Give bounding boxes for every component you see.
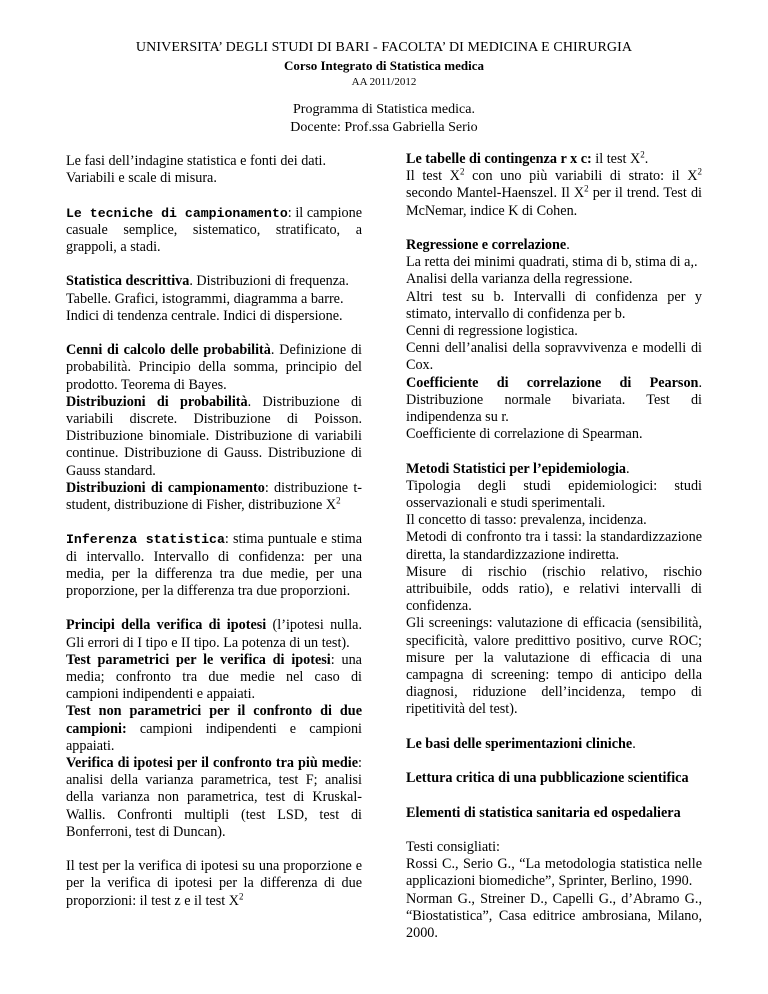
section-inferenza bbox=[66, 531, 362, 600]
section-contingenza: Le tabelle di contingenza r x c: il test $X^2$. Il test $X^2$ con uno più variabili di strato: il $X^2$ secondo Mantel-Haenszel. Il $X^2$ per il trend. Test di McNemar, indice K di Cohen. bbox=[406, 149, 702, 219]
book-1: Rossi C., Serio G., “La metodologia statistica nelle applicazioni biomediche”, Sprinter, Berlino, 1990. bbox=[406, 856, 702, 890]
testi-title: Testi consigliati: bbox=[406, 839, 500, 856]
campionamento-dist-title: Distribuzioni di campionamento bbox=[66, 479, 265, 496]
campionamento-text: : il campione casuale semplice, sistematico, stratificato, a grappoli, a stadi. bbox=[66, 204, 362, 255]
contingenza-text: il test X bbox=[591, 151, 641, 167]
sup-4: 2 bbox=[584, 183, 589, 194]
elementi-title: Elementi di statistica sanitaria ed ospedaliera bbox=[406, 804, 681, 821]
academic-year: AA 2011/2012 bbox=[351, 76, 417, 88]
lettura-title: Lettura critica di una pubblicazione scientifica bbox=[406, 770, 689, 787]
section-elementi bbox=[406, 805, 702, 822]
section-fasi bbox=[66, 153, 362, 187]
contingenza-text3: con uno più variabili di strato: il X bbox=[464, 168, 698, 185]
ztest-text: Il test per la verifica di ipotesi su una proporzione e per la verifica di ipotesi per la differenza di due proporzioni: il test z e il test X bbox=[66, 858, 362, 909]
regressione-line: La retta dei minimi quadrati, stima di b, stima di a,. bbox=[406, 254, 698, 271]
section-epidemiologia: Metodi Statistici per l’epidemiologia. Tipologia degli studi epidemiologici: studi osservazionali e studi sperimentali. Il concetto di tasso: prevalenza, incidenza. Metodi di confronto tra i tassi: la standardizzazione diretta, la standardizzazione indiretta. Misure di rischio (rischio relativo, rischio attribuibile, odds ratio), e relativi intervalli di confidenza. Gli screenings: valutazione di efficacia (sensibilità, specificità, valore predittivo positivo, curve ROC; misure per la valutazione di efficacia di una campagna di screening: tempo di anticipo della diagnosi, riduzione dell’incidenza, tempo di ripetitività del test). bbox=[406, 460, 702, 718]
section-basi: Le basi delle sperimentazioni cliniche. bbox=[406, 735, 636, 752]
regressione-title: Regressione e correlazione bbox=[406, 237, 567, 253]
sup-3: 2 bbox=[697, 166, 702, 177]
variabili-text: Variabili e scale di misura. bbox=[66, 170, 217, 187]
campionamento-dist-text: : distribuzione t-student, distribuzione di Fisher, distribuzione X bbox=[66, 479, 362, 514]
section-descrittiva bbox=[66, 273, 362, 325]
program-title: Programma di Statistica medica. bbox=[293, 102, 475, 117]
nonparametrici-title: Test non parametrici per il confronto di due campioni: bbox=[66, 703, 362, 737]
epidemiologia-line: Tipologia degli studi epidemiologici: studi osservazionali e studi sperimentali. bbox=[406, 477, 702, 512]
regressione-line: Altri test su b. Intervalli di confidenza per y stimato, intervallo di confidenza per b. bbox=[406, 288, 702, 322]
section-ztest bbox=[66, 858, 362, 910]
right-column bbox=[406, 151, 702, 959]
book-2: Norman G., Streiner D., Capelli G., d’Abramo G., “Biostatistica”, Casa editrice ambrosiana, Milano, 2000. bbox=[406, 890, 702, 942]
inferenza-title: Inferenza statistica bbox=[66, 532, 225, 548]
distribuzioni-title: Distribuzioni di probabilità bbox=[66, 393, 248, 410]
section-campionamento bbox=[66, 205, 362, 257]
epidemiologia-title: Metodi Statistici per l’epidemiologia bbox=[406, 460, 627, 477]
principi-title: Principi della verifica di ipotesi bbox=[66, 617, 267, 634]
ztest-sup: 2 bbox=[238, 890, 244, 901]
section-verifica bbox=[66, 617, 362, 841]
medie-title: Verifica di ipotesi per il confronto tra più medie bbox=[66, 755, 359, 772]
pearson-title: Coefficiente di correlazione di Pearson bbox=[406, 374, 699, 391]
contingenza-text5: per il trend. Test di McNemar, indice K di Cohen. bbox=[406, 185, 702, 219]
epidemiologia-line: Metodi di confronto tra i tassi: la standardizzazione diretta, la standardizzazione indiretta. bbox=[406, 529, 702, 563]
section-lettura bbox=[406, 770, 702, 787]
principi-text: (l’ipotesi nulla. Gli errori di I tipo e II tipo. La potenza di un test). bbox=[66, 617, 363, 651]
fasi-text: Le fasi dell’indagine statistica e fonti dei dati. bbox=[66, 153, 327, 169]
regressione-line: Cenni di regressione logistica. bbox=[406, 323, 578, 340]
section-testi bbox=[406, 839, 702, 942]
left-column bbox=[66, 153, 362, 927]
chi-sup: 2 bbox=[336, 495, 341, 506]
contingenza-text4: secondo Mantel-Haenszel. Il X bbox=[406, 185, 585, 202]
section-probabilita bbox=[66, 342, 362, 514]
probabilita-text: . Definizione di probabilità. Principio della somma, principio del prodotto. Teorema di Bayes. bbox=[66, 342, 362, 393]
teacher-name: Docente: Prof.ssa Gabriella Serio bbox=[290, 120, 478, 135]
course-title: Corso Integrato di Statistica medica bbox=[283, 58, 485, 73]
parametrici-title: Test parametrici per le verifica di ipotesi bbox=[66, 651, 331, 668]
basi-title: Le basi delle sperimentazioni cliniche bbox=[406, 735, 633, 752]
sup-1: 2 bbox=[640, 149, 645, 160]
parametrici-text: : una media; confronto tra due medie nel caso di campioni indipendenti e appaiati. bbox=[66, 651, 362, 703]
campionamento-title: Le tecniche di campionamento bbox=[66, 205, 288, 221]
spearman-text: Coefficiente di correlazione di Spearman. bbox=[406, 426, 643, 443]
university-header: UNIVERSITA’ DEGLI STUDI DI BARI - FACOLTA’ DI MEDICINA E CHIRURGIA bbox=[135, 40, 633, 55]
regressione-line: Analisi della varianza della regressione. bbox=[406, 271, 633, 288]
epidemiologia-line: Il concetto di tasso: prevalenza, incidenza. bbox=[406, 512, 647, 529]
pearson-text: Distribuzione normale bivariata. Test di indipendenza su r. bbox=[406, 391, 702, 426]
contingenza-title: Le tabelle di contingenza r x c: bbox=[406, 151, 592, 167]
inferenza-text: : stima puntuale e stima di intervallo. Intervallo di confidenza: per una media, per la differenza tra due medie, per una proporzione, per la differenza tra due proporzioni. bbox=[66, 531, 362, 600]
epidemiologia-line: Gli screenings: valutazione di efficacia (sensibilità, specificità, valore predittivo positivo, curve ROC; misure per la valutazione di efficacia di una campagna di screening: tempo di anticipo della diagnosi, riduzione dell’incidenza, tempo di ripetitività del test). bbox=[406, 615, 702, 718]
probabilita-title: Cenni di calcolo delle probabilità bbox=[66, 342, 271, 359]
sup-2: 2 bbox=[459, 166, 465, 177]
medie-text: : analisi della varianza parametrica, test F; analisi della varianza non parametrica, test di Kruskal-Wallis. Confronti multipli (test LSD, test di Bonferroni, test di Duncan). bbox=[66, 755, 362, 840]
contingenza-text2: Il test X bbox=[406, 168, 460, 185]
nonparametrici-text: campioni indipendenti e campioni appaiati. bbox=[66, 720, 362, 754]
descrittiva-title: Statistica descrittiva bbox=[66, 273, 190, 290]
epidemiologia-line: Misure di rischio (rischio relativo, rischio attribuibile, odds ratio), e relativi intervalli di confidenza. bbox=[406, 563, 702, 615]
descrittiva-text: . Distribuzioni di frequenza. Tabelle. Grafici, istogrammi, diagramma a barre. Indici di tendenza centrale. Indici di dispersione. bbox=[66, 273, 349, 324]
section-regressione: Regressione e correlazione. La retta dei minimi quadrati, stima di b, stima di a,. Analisi della varianza della regressione. Altri test su b. Intervalli di confidenza per y stimato, intervallo di confidenza per b. Cenni di regressione logistica. Cenni dell’analisi della sopravvivenza e modelli di Cox. Coefficiente di correlazione di Pearson. Distribuzione normale bivariata. Test di indipendenza su r. Coefficiente di correlazione di Spearman. bbox=[406, 237, 702, 443]
distribuzioni-text: . Distribuzione di variabili discrete. Distribuzione di Poisson. Distribuzione binomiale. Distribuzione di variabili continue. Distribuzione di Gauss. Distribuzione di Gauss standard. bbox=[66, 393, 362, 479]
regressione-line: Cenni dell’analisi della sopravvivenza e modelli di Cox. bbox=[406, 340, 702, 374]
